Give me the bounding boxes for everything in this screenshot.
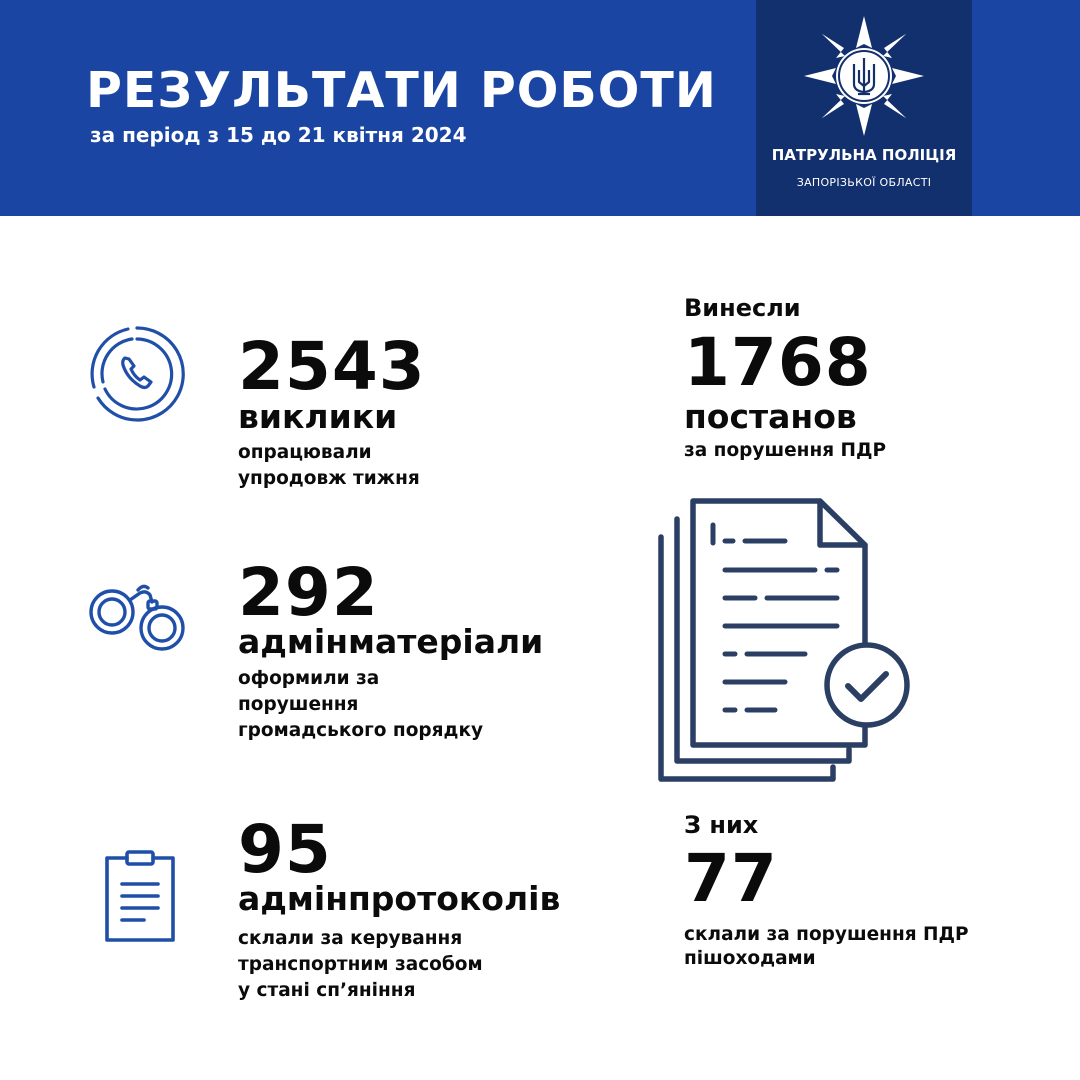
page-subtitle: за період з 15 до 21 квітня 2024 bbox=[90, 123, 467, 147]
clipboard-icon bbox=[100, 850, 180, 944]
calls-label: виклики bbox=[238, 397, 398, 436]
pedestrians-pre: З них bbox=[684, 811, 759, 839]
admin-protocols-desc-line2: транспортним засобом bbox=[238, 954, 483, 975]
admin-protocols-value: 95 bbox=[238, 811, 332, 888]
header-banner bbox=[0, 0, 1080, 216]
admin-protocols-desc-line3: у стані сп’яніння bbox=[238, 980, 416, 1001]
police-badge-panel bbox=[756, 0, 972, 216]
pedestrians-desc-line2: пішоходами bbox=[684, 948, 816, 969]
calls-desc-line2: упродовж тижня bbox=[238, 468, 420, 489]
resolutions-pre: Винесли bbox=[684, 294, 801, 322]
admin-materials-value: 292 bbox=[238, 554, 379, 631]
phone-icon bbox=[88, 325, 186, 423]
admin-materials-desc-line3: громадського порядку bbox=[238, 720, 484, 741]
admin-materials-desc-line1: оформили за bbox=[238, 668, 380, 689]
admin-materials-label: адмінматеріали bbox=[238, 622, 544, 661]
pedestrians-desc-line1: склали за порушення ПДР bbox=[684, 924, 969, 945]
badge-region: ЗАПОРІЗЬКОЇ ОБЛАСТІ bbox=[796, 176, 932, 189]
resolutions-label: постанов bbox=[684, 397, 857, 436]
page-title: РЕЗУЛЬТАТИ РОБОТИ bbox=[86, 62, 717, 119]
admin-protocols-label: адмінпротоколів bbox=[238, 879, 561, 918]
badge-title: ПАТРУЛЬНА ПОЛІЦІЯ bbox=[771, 146, 957, 164]
pedestrians-value: 77 bbox=[684, 840, 778, 917]
admin-protocols-desc-line1: склали за керування bbox=[238, 928, 463, 949]
documents-check-icon bbox=[655, 495, 915, 785]
calls-value: 2543 bbox=[238, 328, 426, 405]
police-star-trident-icon bbox=[802, 14, 926, 138]
resolutions-desc-line1: за порушення ПДР bbox=[684, 440, 887, 461]
resolutions-value: 1768 bbox=[684, 324, 872, 401]
handcuffs-icon bbox=[88, 578, 188, 660]
admin-materials-desc-line2: порушення bbox=[238, 694, 359, 715]
calls-desc-line1: опрацювали bbox=[238, 442, 372, 463]
